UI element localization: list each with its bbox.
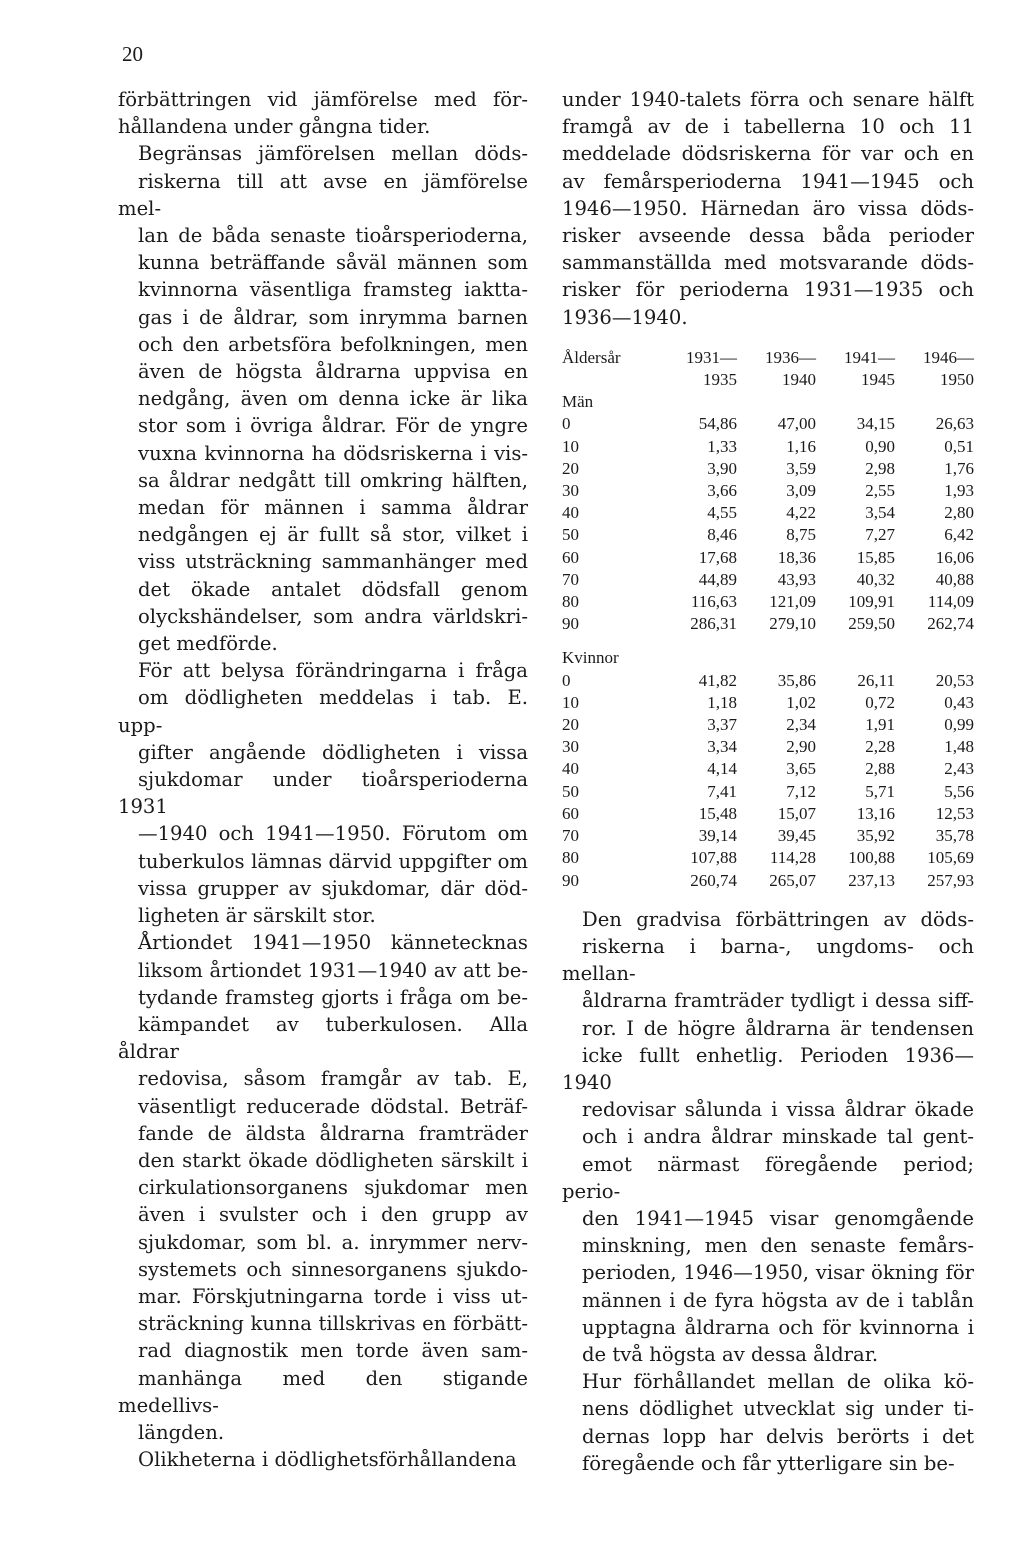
paragraph	[562, 1368, 974, 1477]
table-cell-age: 60	[562, 803, 579, 823]
table-cell-value: 41,82	[698, 670, 737, 690]
table-cell-age: 60	[562, 547, 579, 567]
table-cell-value: 3,37	[707, 715, 737, 735]
table-cell-age: 0	[562, 414, 571, 434]
text-line: För att belysa förändringarna i fråga	[138, 659, 528, 683]
table-header-period-end: 1950	[940, 370, 974, 390]
table-cell-value: 13,16	[856, 803, 895, 823]
text-line: sjukdomar under tioårsperioderna 1931	[118, 768, 528, 819]
table-cell-value: 109,91	[848, 592, 895, 612]
table-cell-age: 70	[562, 569, 579, 589]
table-cell-value: 0,90	[865, 436, 895, 456]
text-line: nedgången ej är fullt så stor, vilket i	[138, 523, 528, 547]
text-line: cirkulationsorganens sjukdomar men	[138, 1176, 528, 1200]
table-cell-value: 20,53	[935, 670, 974, 690]
table-cell-value: 35,92	[856, 826, 895, 846]
left-column	[118, 86, 528, 1473]
table-cell-value: 1,91	[865, 715, 895, 735]
table-cell-value: 12,53	[935, 803, 974, 823]
table-row	[562, 781, 974, 803]
table-cell-value: 2,28	[865, 737, 895, 757]
text-line: och i andra åldrar minskade tal gent-	[582, 1125, 974, 1149]
table-cell-value: 279,10	[769, 614, 816, 634]
text-line: 1946—1950. Härnedan äro vissa döds-	[562, 196, 974, 220]
table-header-blank	[562, 369, 658, 391]
text-line: rad diagnostik men torde även sam-	[138, 1339, 528, 1363]
text-line: liksom årtiondet 1931—1940 av att be-	[138, 958, 528, 982]
text-line: tydande framsteg gjorts i fråga om be-	[138, 985, 528, 1009]
table-cell-value: 1,76	[944, 458, 974, 478]
text-line: manhänga med den stigande medellivs-	[118, 1366, 528, 1417]
table-row	[562, 436, 974, 458]
table-row	[562, 502, 974, 524]
text-line: Den gradvisa förbättringen av döds-	[582, 907, 974, 931]
table-cell-value: 1,33	[707, 436, 737, 456]
table-cell-value: 100,88	[848, 848, 895, 868]
text-line: under 1940-talets förra och senare hälft	[562, 88, 974, 111]
table-row	[562, 524, 974, 546]
text-line: ror. I de högre åldrarna är tendensen	[582, 1016, 974, 1040]
table-cell-value: 259,50	[848, 614, 895, 634]
text-line: nens dödlighet utvecklat sig under ti-	[582, 1397, 974, 1421]
table-cell-value: 3,65	[786, 759, 816, 779]
table-cell-value: 107,88	[690, 848, 737, 868]
text-line: redovisar sålunda i vissa åldrar ökade	[582, 1098, 974, 1122]
table-row	[562, 825, 974, 847]
table-cell-value: 0,43	[944, 692, 974, 712]
table-cell-value: 6,42	[944, 525, 974, 545]
table-cell-value: 4,22	[786, 503, 816, 523]
text-line: get medförde.	[138, 632, 278, 656]
text-line: redovisa, såsom framgår av tab. E,	[138, 1067, 528, 1091]
table-cell-value: 121,09	[769, 592, 816, 612]
text-line: kunna beträffande såväl männen som	[138, 251, 528, 275]
text-line: hållandena under gångna tider.	[118, 115, 431, 139]
text-line: längden.	[138, 1420, 225, 1444]
table-cell-value: 3,66	[707, 481, 737, 501]
table-header-period-end: 1945	[861, 370, 895, 390]
table-cell-value: 18,36	[777, 547, 816, 567]
table-header-period-start: 1946—	[923, 347, 974, 367]
table-cell-value: 26,11	[857, 670, 895, 690]
text-line: även de högsta åldrarna uppvisa en	[138, 360, 528, 384]
text-line: riskerna i barna-, ungdoms- och mellan-	[562, 934, 974, 986]
text-line: den 1941—1945 visar genomgående	[582, 1206, 974, 1230]
text-line: minskning, men den senaste femårs-	[582, 1234, 974, 1258]
table-cell-age: 0	[562, 670, 571, 690]
table-cell-value: 7,41	[707, 781, 737, 801]
text-line: viss utsträckning sammanhänger med	[138, 550, 528, 574]
text-line: Begränsas jämförelsen mellan döds-	[138, 142, 528, 166]
text-line: mar. Förskjutningarna torde i viss ut-	[138, 1284, 528, 1308]
text-line: meddelade dödsriskerna för var och en	[562, 142, 974, 166]
table-cell-value: 7,27	[865, 525, 895, 545]
table-cell-age: 50	[562, 525, 579, 545]
text-line: sträckning kunna tillskrivas en förbätt-	[138, 1312, 528, 1336]
table-row	[562, 758, 974, 780]
table-cell-value: 105,69	[927, 848, 974, 868]
text-line: kvinnorna väsentliga framsteg iaktta-	[138, 278, 528, 302]
text-line: perioden, 1946—1950, visar ökning för	[582, 1261, 974, 1285]
table-cell-value: 2,55	[865, 481, 895, 501]
text-line: väsentligt reducerade dödstal. Beträf-	[138, 1094, 528, 1118]
text-line: av femårsperioderna 1941—1945 och	[562, 169, 974, 193]
table-header-period-start: 1936—	[765, 347, 816, 367]
table-cell-value: 114,28	[769, 848, 816, 868]
table-header-period-start: 1931—	[686, 347, 737, 367]
text-line: Hur förhållandet mellan de olika kö-	[582, 1370, 974, 1394]
table-cell-value: 54,86	[698, 414, 737, 434]
table-cell-age: 90	[562, 614, 579, 634]
text-line: vissa grupper av sjukdomar, där död-	[138, 876, 528, 900]
table-row	[562, 692, 974, 714]
table-cell-value: 5,71	[865, 781, 895, 801]
text-line: det ökade antalet dödsfall genom	[138, 577, 528, 601]
table-header-period-end: 1940	[782, 370, 816, 390]
table-cell-value: 8,75	[786, 525, 816, 545]
table-cell-value: 2,90	[786, 737, 816, 757]
table-cell-value: 39,14	[698, 826, 737, 846]
page-number: 20	[122, 42, 143, 66]
table-cell-value: 237,13	[848, 870, 895, 890]
table-row	[562, 613, 974, 635]
text-line: ligheten är särskilt stor.	[138, 904, 376, 928]
table-cell-value: 114,09	[927, 592, 974, 612]
table-cell-value: 3,90	[707, 458, 737, 478]
table-cell-value: 35,86	[777, 670, 816, 690]
text-line: och den arbetsföra befolkningen, men	[138, 332, 528, 356]
table-cell-value: 2,98	[865, 458, 895, 478]
text-line: fande de äldsta åldrarna framträder	[138, 1121, 528, 1145]
table-cell-value: 3,59	[786, 458, 816, 478]
table-cell-age: 40	[562, 503, 579, 523]
table-cell-value: 15,48	[698, 803, 737, 823]
text-line: risker avseende dessa båda perioder	[562, 224, 974, 248]
table-row	[562, 480, 974, 502]
table-cell-value: 26,63	[935, 414, 974, 434]
table-cell-value: 265,07	[769, 870, 816, 890]
table-cell-value: 2,80	[944, 503, 974, 523]
text-line: förbättringen vid jämförelse med för-	[118, 88, 528, 111]
table-row	[562, 413, 974, 435]
table-cell-value: 286,31	[690, 614, 737, 634]
table-row	[562, 569, 974, 591]
text-line: icke fullt enhetlig. Perioden 1936—1940	[562, 1043, 974, 1094]
table-row	[562, 591, 974, 613]
table-cell-value: 47,00	[777, 414, 816, 434]
text-line: gas i de åldrar, som inrymma barnen	[138, 305, 528, 329]
table-cell-value: 16,06	[935, 547, 974, 567]
text-line: lan de båda senaste tioårsperioderna,	[138, 224, 528, 248]
table-cell-value: 257,93	[927, 870, 974, 890]
table-cell-value: 0,99	[944, 715, 974, 735]
table-row	[562, 870, 974, 892]
table-cell-age: 80	[562, 592, 579, 612]
text-line: —1940 och 1941—1950. Förutom om	[138, 822, 528, 846]
text-line: risker för perioderna 1931—1935 och	[562, 278, 974, 302]
text-line: nedgång, även om denna icke är lika	[138, 387, 528, 411]
text-line: vuxna kvinnorna ha dödsriskerna i vis-	[138, 441, 528, 465]
table-cell-value: 262,74	[927, 614, 974, 634]
table-cell-value: 35,78	[935, 826, 974, 846]
table-cell-value: 0,72	[865, 692, 895, 712]
table-cell-value: 40,32	[856, 569, 895, 589]
text-line: männen i de fyra högsta av de i tablån	[582, 1288, 974, 1312]
table-cell-value: 7,12	[786, 781, 816, 801]
table-cell-value: 116,63	[690, 592, 737, 612]
paragraph	[118, 657, 528, 929]
text-line: dernas lopp har delvis berörts i det	[582, 1424, 974, 1448]
table-cell-age: 70	[562, 826, 579, 846]
table-cell-age: 80	[562, 848, 579, 868]
table-cell-age: 30	[562, 737, 579, 757]
table-header-age: Åldersår	[562, 347, 621, 367]
text-line: sammanställda med motsvarande döds-	[562, 251, 974, 275]
text-line: 1936—1940.	[562, 305, 688, 329]
text-line: emot närmast föregående period; perio-	[562, 1152, 974, 1203]
table-cell-value: 1,02	[786, 692, 816, 712]
table-cell-value: 1,48	[944, 737, 974, 757]
text-line: gifter angående dödligheten i vissa	[138, 740, 528, 764]
text-line: upptagna åldrarna och för kvinnorna i	[582, 1315, 974, 1339]
table-row	[562, 670, 974, 692]
table-row	[562, 803, 974, 825]
table-cell-age: 90	[562, 870, 579, 890]
text-line: olyckshändelser, som andra världskri-	[138, 604, 528, 628]
paragraph	[562, 906, 974, 1368]
table-row	[562, 458, 974, 480]
table-row	[562, 736, 974, 758]
table-cell-value: 2,88	[865, 759, 895, 779]
table-header-period-end: 1935	[703, 370, 737, 390]
table-cell-value: 2,43	[944, 759, 974, 779]
text-line: den starkt ökade dödligheten särskilt i	[138, 1148, 528, 1172]
right-column	[562, 86, 974, 1477]
text-line: åldrarna framträder tydligt i dessa siff-	[582, 989, 974, 1013]
mortality-table	[562, 347, 974, 892]
text-line: Årtiondet 1941—1950 kännetecknas	[138, 931, 528, 955]
table-row	[562, 714, 974, 736]
paragraph	[118, 929, 528, 1446]
table-cell-value: 2,34	[786, 715, 816, 735]
table-cell-value: 40,88	[935, 569, 974, 589]
table-cell-value: 3,54	[865, 503, 895, 523]
table-cell-value: 1,16	[786, 436, 816, 456]
text-line: om dödligheten meddelas i tab. E. upp-	[118, 686, 528, 737]
table-group-label: Kvinnor	[562, 648, 619, 668]
table-cell-value: 260,74	[690, 870, 737, 890]
text-line: sjukdomar, som bl. a. inrymmer nerv-	[138, 1230, 528, 1254]
text-line: medan för männen i samma åldrar	[138, 496, 528, 520]
table-cell-value: 0,51	[944, 436, 974, 456]
table-cell-value: 44,89	[698, 569, 737, 589]
table-row	[562, 847, 974, 869]
text-line: Olikheterna i dödlighetsförhållandena	[138, 1448, 517, 1472]
paragraph	[118, 1446, 528, 1473]
text-line: riskerna till att avse en jämförelse mel-	[118, 169, 528, 220]
table-cell-value: 1,93	[944, 481, 974, 501]
table-cell-value: 34,15	[856, 414, 895, 434]
table-cell-age: 40	[562, 759, 579, 779]
text-line: stor som i övriga åldrar. För de yngre	[138, 414, 528, 438]
table-cell-age: 20	[562, 458, 579, 478]
table-cell-value: 15,07	[777, 803, 816, 823]
table-cell-value: 17,68	[698, 547, 737, 567]
table-cell-value: 43,93	[777, 569, 816, 589]
table-cell-value: 1,18	[707, 692, 737, 712]
text-line: framgå av de i tabellerna 10 och 11	[562, 115, 974, 139]
table-cell-value: 3,34	[707, 737, 737, 757]
table-cell-value: 15,85	[856, 547, 895, 567]
table-cell-age: 20	[562, 715, 579, 735]
table-cell-value: 8,46	[707, 525, 737, 545]
table-cell-age: 30	[562, 481, 579, 501]
text-line: sa åldrar nedgått till omkring hälften,	[138, 468, 528, 492]
table-cell-value: 39,45	[777, 826, 816, 846]
text-line: de två högsta av dessa åldrar.	[582, 1342, 879, 1366]
text-line: systemets och sinnesorganens sjukdo-	[138, 1257, 528, 1281]
table-cell-value: 4,55	[707, 503, 737, 523]
paragraph	[562, 86, 974, 331]
text-line: tuberkulos lämnas därvid uppgifter om	[138, 849, 528, 873]
text-line: föregående och får ytterligare sin be-	[582, 1451, 955, 1475]
table-cell-value: 4,14	[707, 759, 737, 779]
table-cell-value: 3,09	[786, 481, 816, 501]
table-cell-age: 10	[562, 692, 579, 712]
table-group-label: Män	[562, 392, 594, 412]
table-cell-value: 5,56	[944, 781, 974, 801]
paragraph	[118, 86, 528, 140]
text-line: kämpandet av tuberkulosen. Alla åldrar	[118, 1012, 528, 1064]
table-header-period-start: 1941—	[844, 347, 895, 367]
table-row	[562, 547, 974, 569]
table-cell-age: 10	[562, 436, 579, 456]
paragraph	[118, 140, 528, 657]
table-cell-age: 50	[562, 781, 579, 801]
text-line: även i svulster och i den grupp av	[138, 1203, 528, 1227]
